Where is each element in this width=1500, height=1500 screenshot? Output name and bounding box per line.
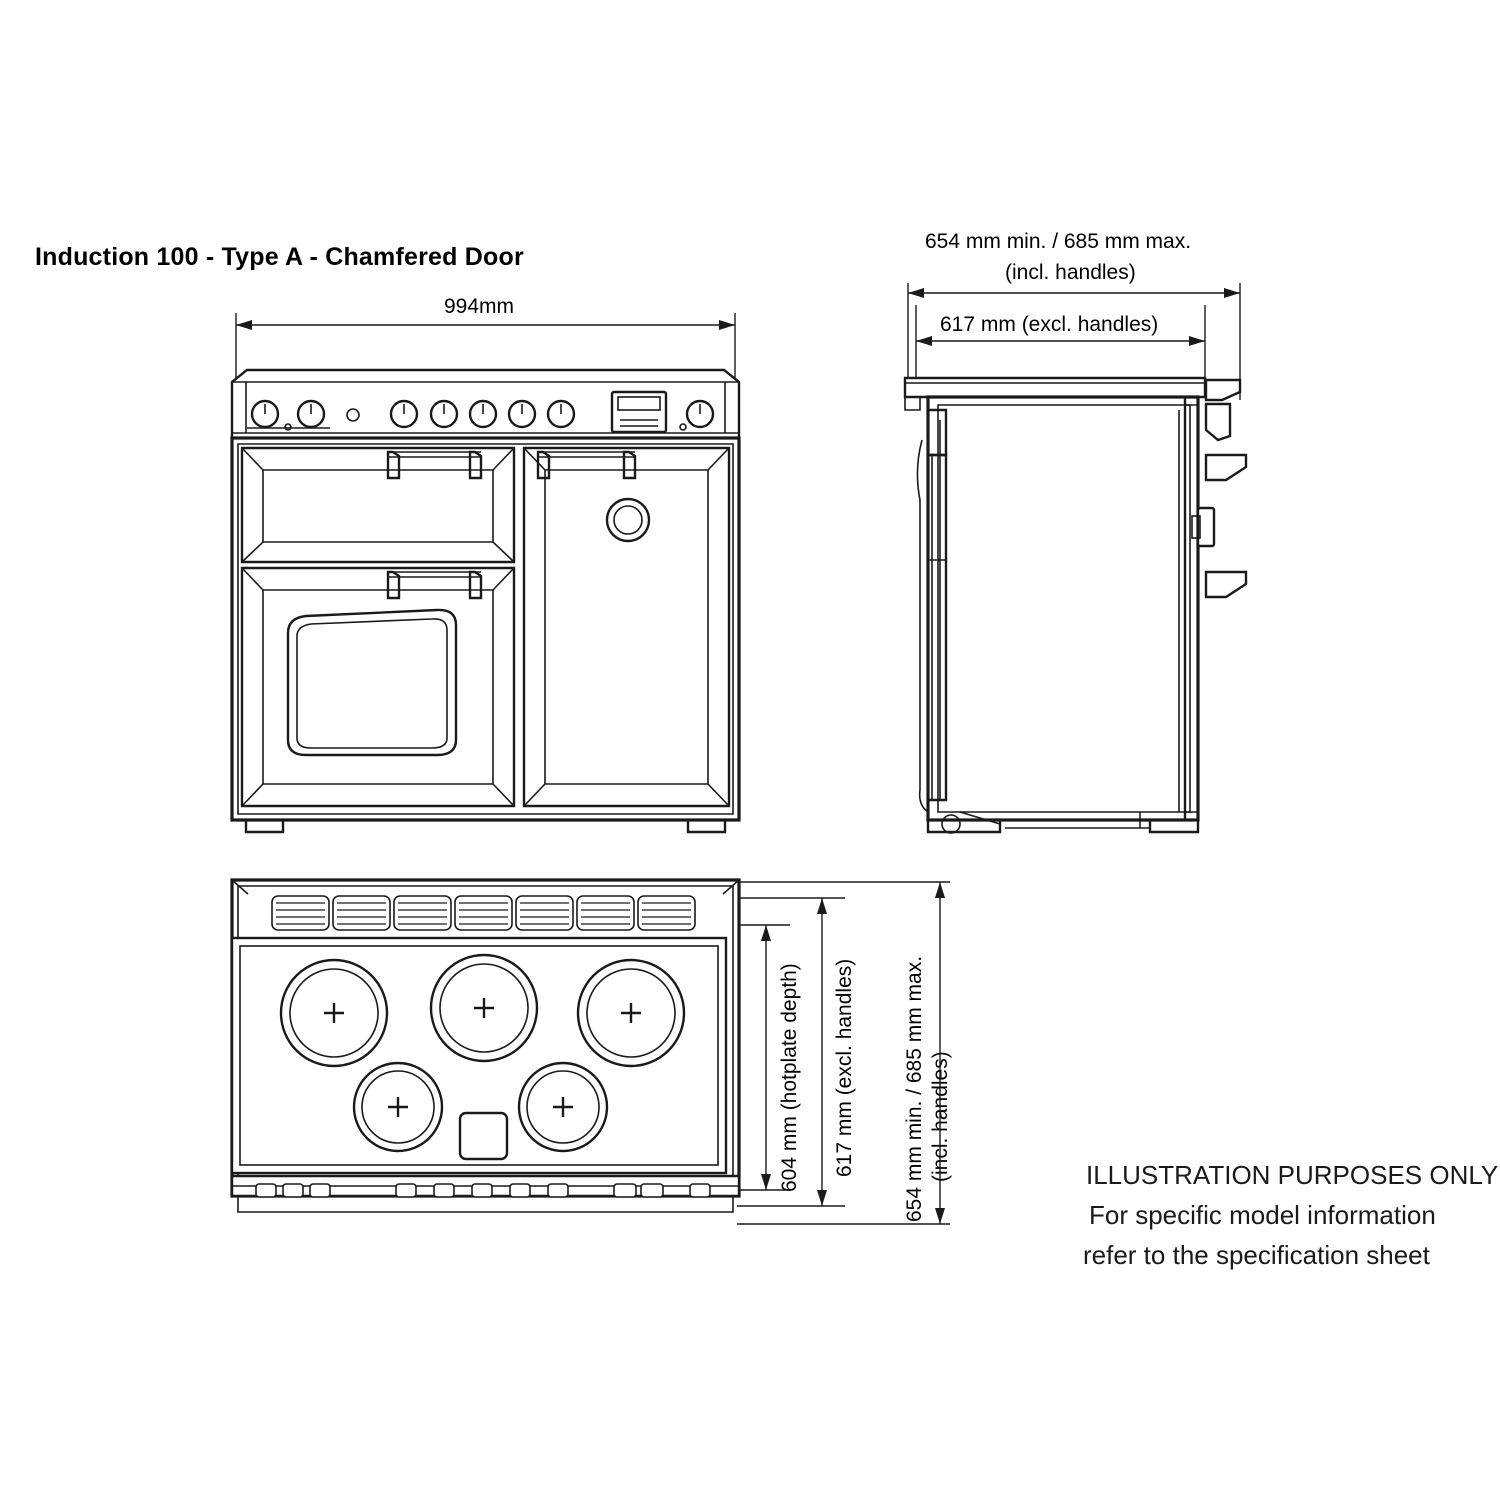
- plan-knobs: [256, 1184, 710, 1197]
- timer-display: [612, 392, 666, 432]
- plan-depth-excl-handles-label: 617 mm (excl. handles): [833, 958, 856, 1177]
- front-elevation-drawing: [232, 370, 739, 832]
- disclaimer-line-2: For specific model information: [1089, 1200, 1436, 1230]
- page-title: Induction 100 - Type A - Chamfered Door: [35, 243, 524, 271]
- disclaimer-line-3: refer to the specification sheet: [1083, 1240, 1430, 1270]
- side-door-handles: [1192, 380, 1246, 597]
- disclaimer-line-1: ILLUSTRATION PURPOSES ONLY: [1086, 1160, 1499, 1190]
- right-oven-door: [524, 448, 729, 806]
- hob-control-panel: [460, 1113, 507, 1159]
- plan-hotplate-depth-label: 604 mm (hotplate depth): [778, 963, 801, 1192]
- plan-depth-incl-handles-label-line2: (incl. handles): [929, 1051, 952, 1182]
- front-width-dimension-label: 994mm: [444, 295, 515, 318]
- side-depth-incl-handles-label-line2: (incl. handles): [1005, 261, 1136, 284]
- side-depth-incl-handles-label-line1: 654 mm min. / 685 mm max.: [925, 230, 1192, 253]
- rear-vent-grille: [272, 896, 695, 930]
- left-upper-oven-door: [242, 448, 514, 562]
- left-lower-oven-door: [242, 568, 514, 806]
- plan-depth-incl-handles-label-line1: 654 mm min. / 685 mm max.: [903, 955, 926, 1222]
- side-depth-excl-handles-label: 617 mm (excl. handles): [940, 313, 1159, 336]
- plan-view-drawing: [232, 880, 739, 1212]
- side-elevation-drawing: [905, 378, 1246, 833]
- plan-depth-dimensions: [737, 882, 950, 1224]
